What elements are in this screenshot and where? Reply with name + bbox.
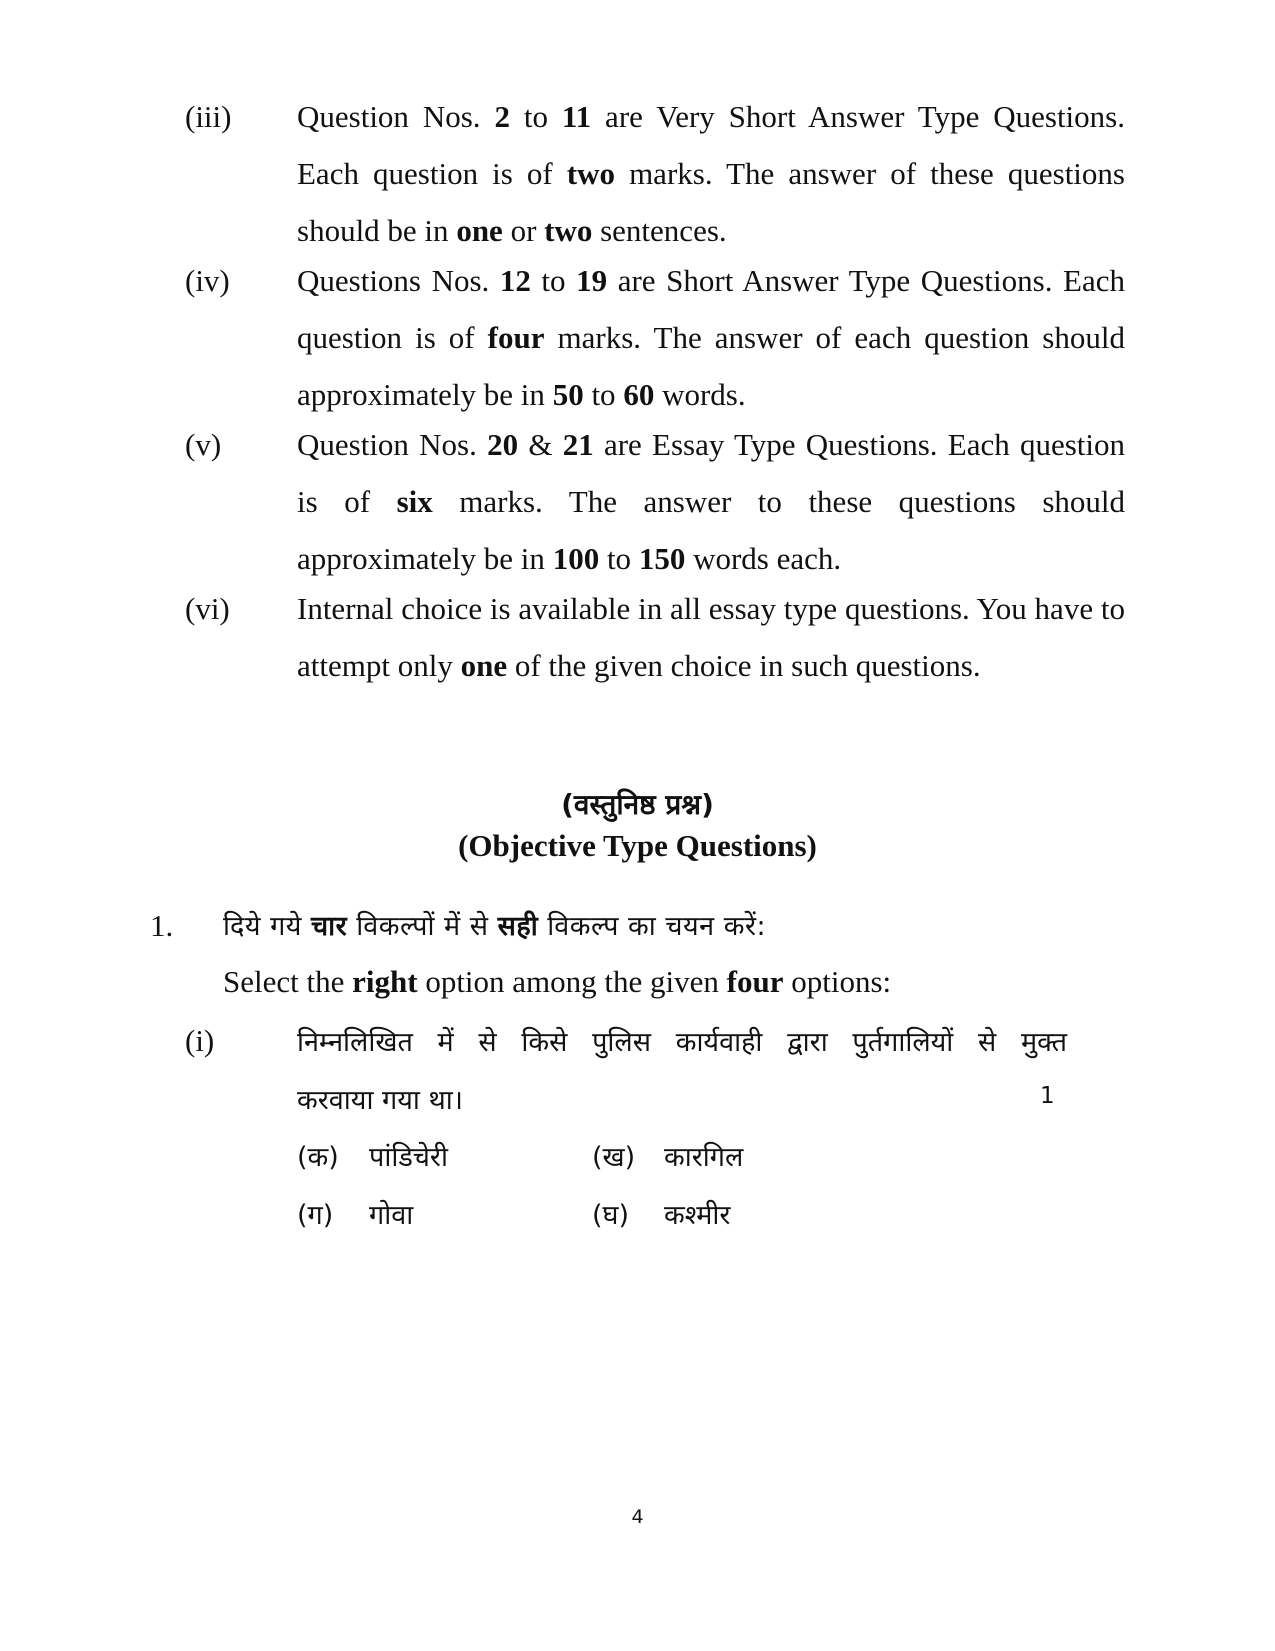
emphasis-text: चार	[311, 911, 348, 942]
instruction-item	[185, 416, 1125, 587]
text-segment: or	[502, 213, 545, 248]
option-label: (ग)	[297, 1200, 334, 1231]
sub-question-text: निम्नलिखित में से किसे पुलिस कार्यवाही द्वारा पुर्तगालियों से मुक्त	[297, 1027, 1067, 1058]
text-segment: are Very Short Answer Type Questions. Each question is of	[297, 99, 1125, 191]
text-segment: Question Nos.	[297, 427, 488, 462]
question-prompt-english	[223, 964, 891, 1000]
text-segment: marks. The answer of these questions should be in	[297, 156, 1125, 248]
text-segment: option among the given	[417, 964, 727, 999]
section-heading-english: (Objective Type Questions)	[458, 828, 817, 863]
text-segment: &	[518, 427, 563, 462]
instruction-item	[185, 252, 1125, 423]
emphasis-text: 150	[638, 541, 686, 576]
text-segment: are Short Answer Type Questions. Each question is of	[297, 263, 1126, 355]
question-prompt-hindi	[223, 906, 766, 943]
emphasis-text: 50	[552, 377, 584, 412]
emphasis-text: 21	[562, 427, 594, 462]
text-segment: options:	[783, 964, 892, 999]
option-text: गोवा	[369, 1200, 414, 1231]
emphasis-text: 12	[499, 263, 531, 298]
emphasis-text: two	[544, 213, 593, 248]
instruction-number: (iii)	[185, 99, 232, 134]
emphasis-text: six	[396, 484, 433, 519]
emphasis-text: one	[460, 648, 508, 683]
instruction-text	[297, 252, 1125, 423]
text-segment: Questions Nos.	[297, 263, 500, 298]
text-segment: Select the	[223, 964, 353, 999]
emphasis-text: two	[566, 156, 615, 191]
instruction-text	[297, 580, 1125, 694]
emphasis-text: 19	[576, 263, 608, 298]
section-heading-hindi: (वस्तुनिष्ठ प्रश्न)	[561, 788, 714, 821]
instruction-item	[185, 580, 1125, 694]
emphasis-text: 2	[494, 99, 510, 134]
text-segment: Question Nos.	[297, 99, 495, 134]
text-segment: marks. The answer to these questions should approximately be in	[297, 484, 1125, 576]
text-segment: Internal choice is available in all essay type questions. You have to attempt only	[297, 591, 1125, 683]
text-segment: to	[583, 377, 624, 412]
text-segment: words each.	[685, 541, 842, 576]
text-segment: of the given choice in such questions.	[507, 648, 981, 683]
instruction-number: (vi)	[185, 591, 230, 626]
emphasis-text: one	[456, 213, 503, 248]
emphasis-text: सही	[497, 911, 539, 942]
text-segment: विकल्प का चयन करें:	[538, 911, 767, 942]
marks-label: 1	[1040, 1083, 1055, 1109]
option-label: (क)	[297, 1142, 339, 1173]
text-segment: विकल्पों में से	[347, 911, 498, 942]
emphasis-text: four	[487, 320, 545, 355]
emphasis-text: 11	[561, 99, 592, 134]
emphasis-text: 20	[487, 427, 519, 462]
emphasis-text: 100	[552, 541, 600, 576]
option-text: कश्मीर	[664, 1200, 731, 1231]
instruction-text	[297, 88, 1125, 259]
page-number: 4	[631, 1506, 644, 1528]
emphasis-text: 60	[623, 377, 655, 412]
instruction-number: (iv)	[185, 263, 230, 298]
text-segment: sentences.	[592, 213, 727, 248]
option-text: पांडिचेरी	[369, 1142, 448, 1173]
instruction-number: (v)	[185, 427, 222, 462]
text-segment: to	[530, 263, 577, 298]
sub-question-number: (i)	[185, 1023, 215, 1058]
text-segment: to	[599, 541, 639, 576]
instruction-text	[297, 416, 1125, 587]
sub-question-text-continued: करवाया गया था।	[297, 1085, 463, 1116]
option-label: (ख)	[592, 1142, 636, 1173]
option-label: (घ)	[592, 1200, 630, 1231]
option-text: कारगिल	[664, 1142, 744, 1173]
instruction-item	[185, 88, 1125, 259]
text-segment: to	[509, 99, 562, 134]
text-segment: words.	[654, 377, 746, 412]
text-segment: दिये गये	[223, 911, 312, 942]
emphasis-text: four	[726, 964, 784, 999]
question-number: 1.	[150, 908, 174, 943]
text-segment: marks. The answer of each question should approximately be in	[297, 320, 1125, 412]
text-segment: are Essay Type Questions. Each question is of	[297, 427, 1125, 519]
emphasis-text: right	[352, 964, 418, 999]
